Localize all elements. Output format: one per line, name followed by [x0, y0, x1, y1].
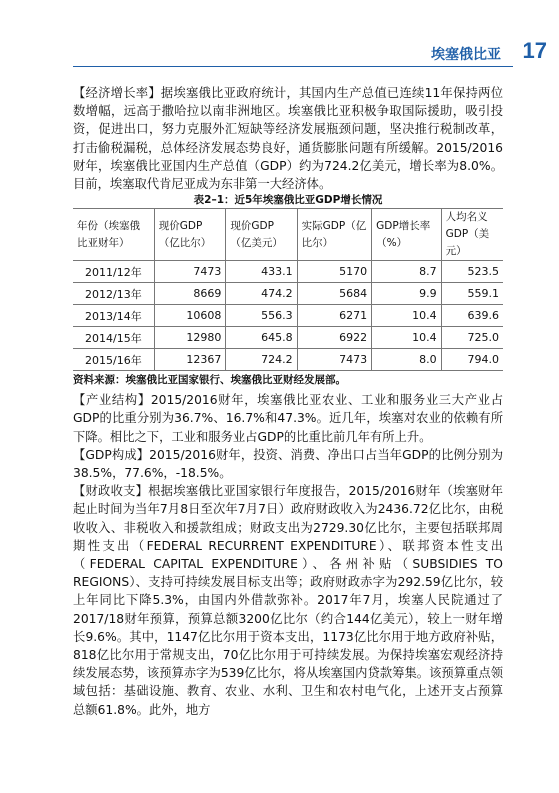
page-number: 17: [522, 38, 547, 63]
table-cell: 10608: [154, 305, 226, 327]
table-cell: 2014/15年: [73, 327, 154, 349]
table-cell: 523.5: [441, 261, 503, 283]
paragraph-industry-structure: 【产业结构】2015/2016财年，埃塞俄比亚农业、工业和服务业三大产业占GDP的比重分别为36.7%、16.7%和47.3%。近几年，埃塞对农业的依赖有所下降。相比之下，工业和服务业占GDP的比重比前几年有所上升。: [73, 393, 503, 444]
table-cell: 5684: [297, 283, 371, 305]
table-cell: 559.1: [441, 283, 503, 305]
col-header-gdp-usd: 现价GDP（亿美元）: [226, 209, 297, 261]
table-cell: 2012/13年: [73, 283, 154, 305]
col-header-real-gdp: 实际GDP（亿比尔）: [297, 209, 371, 261]
table-cell: 2013/14年: [73, 305, 154, 327]
col-header-year: 年份（埃塞俄比亚财年）: [73, 209, 154, 261]
table-cell: 5170: [297, 261, 371, 283]
table-row: [73, 327, 503, 349]
paragraph-gdp-composition: 【GDP构成】2015/2016财年，投资、消费、净出口占当年GDP的比例分别为38.5%，77.6%，-18.5%。: [73, 447, 503, 481]
table-cell: 2011/12年: [73, 261, 154, 283]
table-cell: 639.6: [441, 305, 503, 327]
header-rule: [73, 66, 513, 67]
table-cell: 8.7: [372, 261, 441, 283]
paragraph-economic-growth: 【经济增长率】据埃塞俄比亚政府统计，其国内生产总值已连续11年保持两位数增幅，远高于撒哈拉以南非洲地区。埃塞俄比亚积极争取国际援助，吸引投资，促进出口，努力克服外汇短缺等经济发展瓶颈问题，坚决推行税制改革，打击偷税漏税，总体经济发展态势良好，通货膨胀问题有所缓解。2015/2016财年，埃塞俄比亚国内生产总值（GDP）约为724.2亿美元，增长率为8.0%。目前，埃塞取代肯尼亚成为东非第一大经济体。: [73, 86, 503, 192]
table-header-row: [73, 209, 503, 261]
table-cell: 8.0: [372, 349, 441, 371]
table-cell: 10.4: [372, 327, 441, 349]
table-cell: 6922: [297, 327, 371, 349]
table-source: 资料来源：埃塞俄比亚国家银行、埃塞俄比亚财经发展部。: [73, 374, 346, 387]
table-cell: 6271: [297, 305, 371, 327]
table-cell: 724.2: [226, 349, 297, 371]
table-cell: 8669: [154, 283, 226, 305]
table-cell: 725.0: [441, 327, 503, 349]
table-row: [73, 283, 503, 305]
table-title: 表2–1：近5年埃塞俄比亚GDP增长情况: [193, 194, 383, 207]
running-title: 埃塞俄比亚: [431, 47, 501, 63]
col-header-growth: GDP增长率（%）: [372, 209, 441, 261]
table-row: [73, 305, 503, 327]
main-content: [73, 84, 503, 719]
paragraph-fiscal: 【财政收支】根据埃塞俄比亚国家银行年度报告，2015/2016财年（埃塞财年起止时间为当年7月8日至次年7月7日）政府财政收入为2436.72亿比尔，由税收收入、非税收入和援款组成；财政支出为2729.30亿比尔，主要包括联邦周期性支出（FEDERAL RECURRENT EXPENDITURE）、联邦资本性支出（FEDERAL CAPITAL EXPENDITURE）、各州补贴（SUBSIDIES TO REGIONS）、支持可持续发展目标支出等；政府财政赤字为292.59亿比尔，较上年同比下降5.3%，由国内外借款弥补。2017年7月，埃塞人民院通过了2017/18财年预算，预算总额3200亿比尔（约合144亿美元），较上一财年增长9.6%。其中，1147亿比尔用于资本支出，1173亿比尔用于地方政府补贴，818亿比尔用于常规支出，70亿比尔用于可持续发展。为保持埃塞宏观经济持续发展态势，该预算赤字为539亿比尔，将从埃塞国内贷款筹集。该预算重点领域包括：基础设施、教育、农业、水利、卫生和农村电气化，上述开支占预算总额61.8%。此外，地方: [73, 484, 503, 717]
table-cell: 7473: [297, 349, 371, 371]
table-row: [73, 349, 503, 371]
table-cell: 12980: [154, 327, 226, 349]
page-header: [0, 40, 559, 70]
table-cell: 9.9: [372, 283, 441, 305]
table-cell: 556.3: [226, 305, 297, 327]
table-row: [73, 261, 503, 283]
table-cell: 10.4: [372, 305, 441, 327]
table-cell: 474.2: [226, 283, 297, 305]
gdp-table: [73, 208, 503, 371]
col-header-gdp-birr: 现价GDP（亿比尔）: [154, 209, 226, 261]
col-header-per-capita: 人均名义GDP（美元）: [441, 209, 503, 261]
table-cell: 433.1: [226, 261, 297, 283]
table-cell: 7473: [154, 261, 226, 283]
table-cell: 645.8: [226, 327, 297, 349]
table-cell: 12367: [154, 349, 226, 371]
table-cell: 2015/16年: [73, 349, 154, 371]
table-cell: 794.0: [441, 349, 503, 371]
